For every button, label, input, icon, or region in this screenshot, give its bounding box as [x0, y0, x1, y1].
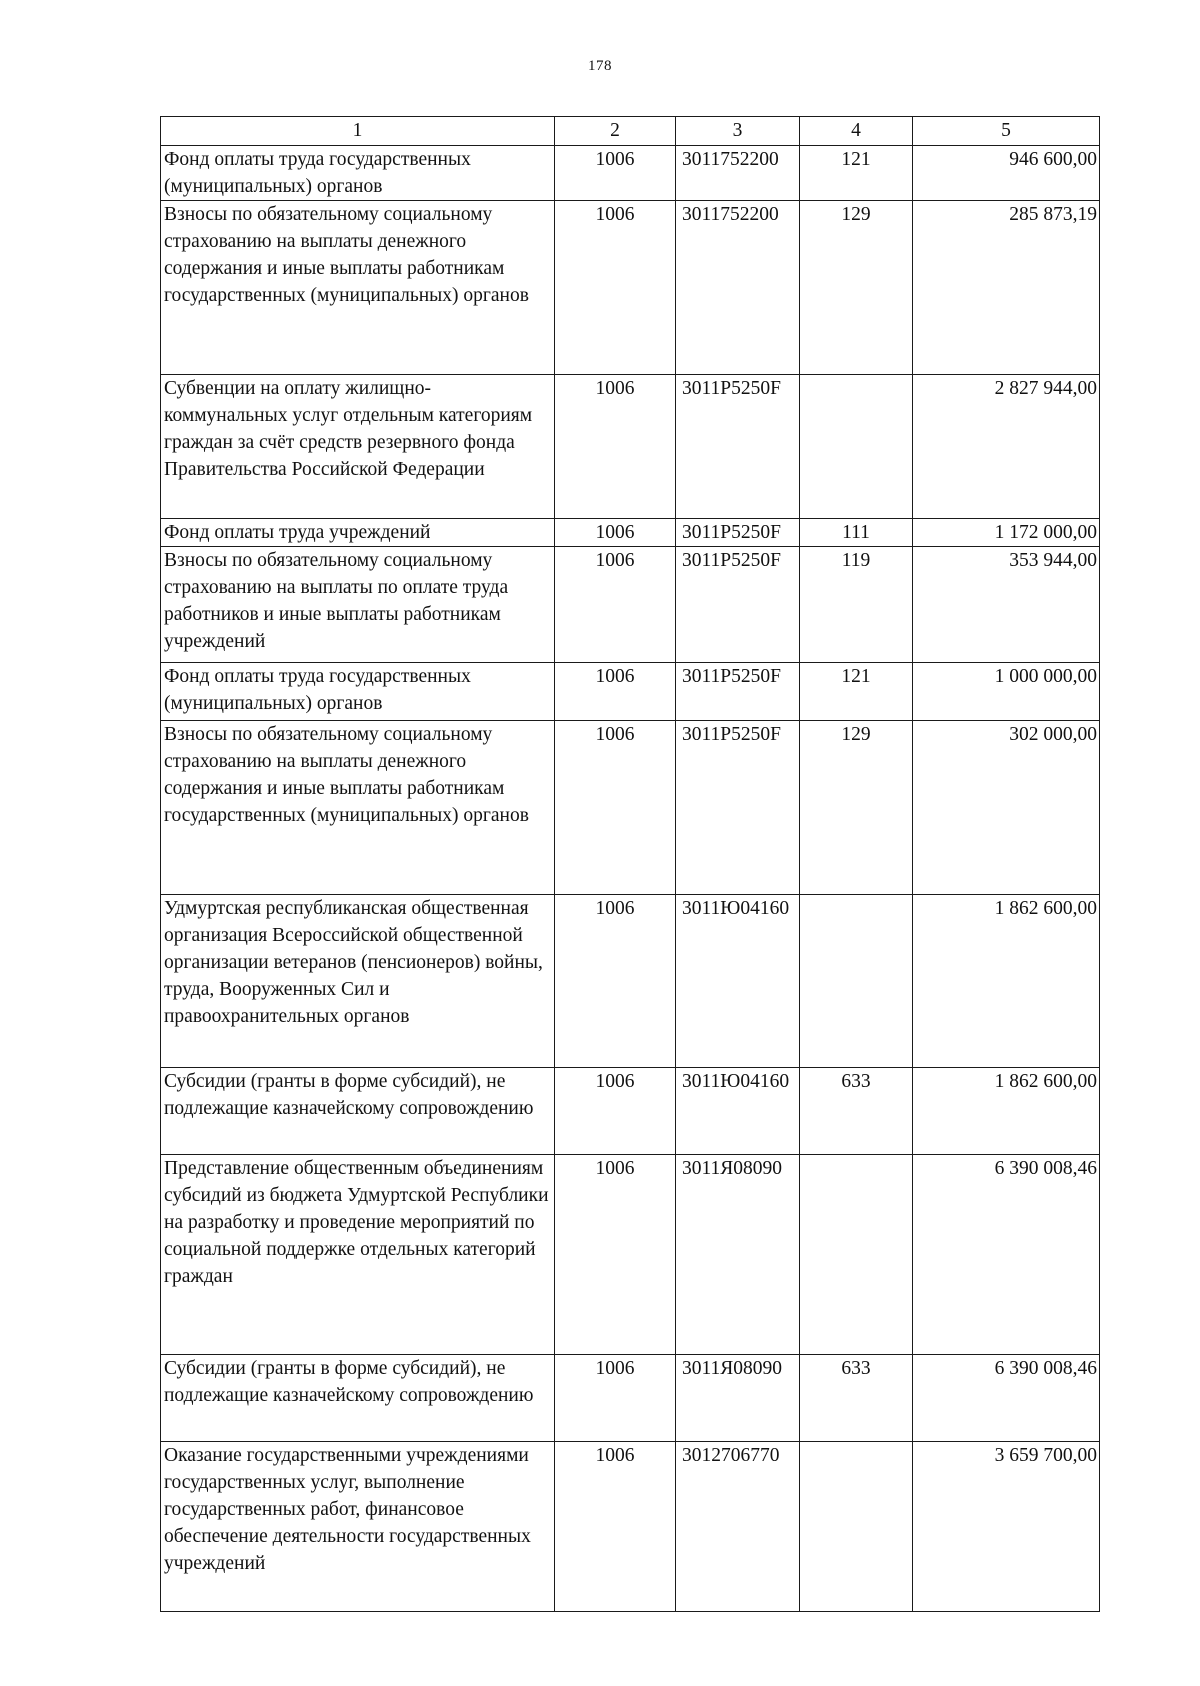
- budget-table: [160, 116, 1100, 1612]
- table-row: [161, 1068, 1100, 1155]
- row-section-cell: 1006: [555, 519, 676, 547]
- row-type-cell: 633: [800, 1068, 913, 1155]
- row-type-cell: 129: [800, 721, 913, 895]
- row-name-cell: Субвенции на оплату жилищно-коммунальных услуг отдельным категориям граждан за счёт средств резервного фонда Правительства Российской Федерации: [161, 375, 555, 519]
- row-section-cell: 1006: [555, 663, 676, 721]
- row-code-cell: 3011Ю04160: [676, 895, 800, 1068]
- row-type-cell: 111: [800, 519, 913, 547]
- row-type-cell: [800, 375, 913, 519]
- row-code-cell: 3011752200: [676, 201, 800, 375]
- row-amount-cell: 6 390 008,46: [913, 1355, 1100, 1442]
- row-section-cell: 1006: [555, 895, 676, 1068]
- row-section-cell: 1006: [555, 1068, 676, 1155]
- column-header-4: 4: [800, 117, 913, 146]
- row-section-cell: 1006: [555, 721, 676, 895]
- row-section-cell: 1006: [555, 1155, 676, 1355]
- row-amount-cell: 2 827 944,00: [913, 375, 1100, 519]
- row-type-cell: 121: [800, 146, 913, 201]
- row-name-cell: Фонд оплаты труда учреждений: [161, 519, 555, 547]
- row-name-cell: Фонд оплаты труда государственных (муниципальных) органов: [161, 663, 555, 721]
- table-row: [161, 1355, 1100, 1442]
- table-row: [161, 895, 1100, 1068]
- column-header-3: 3: [676, 117, 800, 146]
- row-type-cell: [800, 1442, 913, 1612]
- row-name-cell: Взносы по обязательному социальному страхованию на выплаты денежного содержания и иные выплаты работникам государственных (муниципальных) органов: [161, 721, 555, 895]
- row-name-cell: Фонд оплаты труда государственных (муниципальных) органов: [161, 146, 555, 201]
- row-code-cell: 3011Я08090: [676, 1355, 800, 1442]
- row-amount-cell: 353 944,00: [913, 547, 1100, 663]
- row-name-cell: Взносы по обязательному социальному страхованию на выплаты денежного содержания и иные выплаты работникам государственных (муниципальных) органов: [161, 201, 555, 375]
- row-code-cell: 3011Ю04160: [676, 1068, 800, 1155]
- table-row: [161, 519, 1100, 547]
- row-amount-cell: 1 000 000,00: [913, 663, 1100, 721]
- row-code-cell: 3011752200: [676, 146, 800, 201]
- row-amount-cell: 946 600,00: [913, 146, 1100, 201]
- row-code-cell: 3012706770: [676, 1442, 800, 1612]
- column-header-1: 1: [161, 117, 555, 146]
- table-row: [161, 547, 1100, 663]
- row-amount-cell: 1 862 600,00: [913, 895, 1100, 1068]
- row-name-cell: Представление общественным объединениям субсидий из бюджета Удмуртской Республики на разработку и проведение мероприятий по социальной поддержке отдельных категорий граждан: [161, 1155, 555, 1355]
- table-row: [161, 721, 1100, 895]
- row-amount-cell: 6 390 008,46: [913, 1155, 1100, 1355]
- row-type-cell: 119: [800, 547, 913, 663]
- row-amount-cell: 1 862 600,00: [913, 1068, 1100, 1155]
- row-code-cell: 3011P5250F: [676, 663, 800, 721]
- row-type-cell: 129: [800, 201, 913, 375]
- row-section-cell: 1006: [555, 1442, 676, 1612]
- row-section-cell: 1006: [555, 375, 676, 519]
- table-header-row: [161, 117, 1100, 146]
- row-code-cell: 3011P5250F: [676, 519, 800, 547]
- table-row: [161, 375, 1100, 519]
- table-row: [161, 1155, 1100, 1355]
- row-code-cell: 3011Я08090: [676, 1155, 800, 1355]
- row-name-cell: Взносы по обязательному социальному страхованию на выплаты по оплате труда работников и иные выплаты работникам учреждений: [161, 547, 555, 663]
- table-row: [161, 146, 1100, 201]
- row-amount-cell: 3 659 700,00: [913, 1442, 1100, 1612]
- row-code-cell: 3011P5250F: [676, 375, 800, 519]
- page-number: 178: [588, 58, 612, 74]
- row-name-cell: Удмуртская республиканская общественная организация Всероссийской общественной организации ветеранов (пенсионеров) войны, труда, Вооруженных Сил и правоохранительных органов: [161, 895, 555, 1068]
- row-type-cell: 633: [800, 1355, 913, 1442]
- row-section-cell: 1006: [555, 201, 676, 375]
- row-type-cell: [800, 1155, 913, 1355]
- row-name-cell: Оказание государственными учреждениями государственных услуг, выполнение государственных работ, финансовое обеспечение деятельности государственных учреждений: [161, 1442, 555, 1612]
- row-amount-cell: 302 000,00: [913, 721, 1100, 895]
- row-type-cell: [800, 895, 913, 1068]
- row-section-cell: 1006: [555, 1355, 676, 1442]
- row-name-cell: Субсидии (гранты в форме субсидий), не подлежащие казначейскому сопровождению: [161, 1068, 555, 1155]
- column-header-2: 2: [555, 117, 676, 146]
- table-row: [161, 663, 1100, 721]
- row-type-cell: 121: [800, 663, 913, 721]
- row-name-cell: Субсидии (гранты в форме субсидий), не подлежащие казначейскому сопровождению: [161, 1355, 555, 1442]
- table-row: [161, 201, 1100, 375]
- table-row: [161, 1442, 1100, 1612]
- row-amount-cell: 285 873,19: [913, 201, 1100, 375]
- row-amount-cell: 1 172 000,00: [913, 519, 1100, 547]
- row-code-cell: 3011P5250F: [676, 547, 800, 663]
- row-section-cell: 1006: [555, 547, 676, 663]
- row-code-cell: 3011P5250F: [676, 721, 800, 895]
- column-header-5: 5: [913, 117, 1100, 146]
- row-section-cell: 1006: [555, 146, 676, 201]
